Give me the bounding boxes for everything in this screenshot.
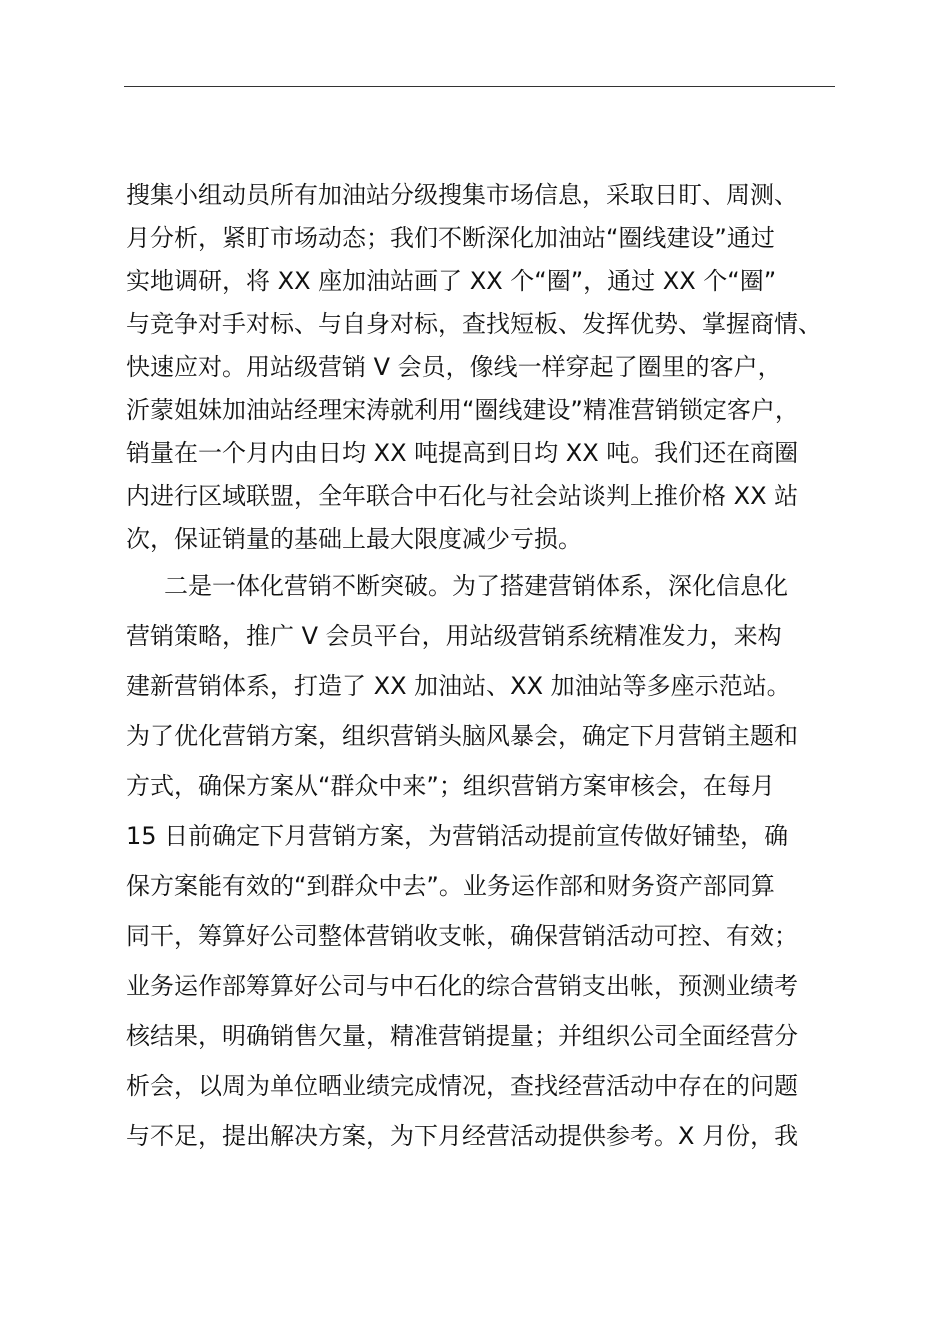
text-line: 析会，以周为单位晒业绩完成情况，查找经营活动中存在的问题 — [126, 1072, 798, 1100]
text-line: 快速应对。用站级营销 V 会员，像线一样穿起了圈里的客户， — [126, 353, 782, 381]
text-line: 与竞争对手对标、与自身对标，查找短板、发挥优势、掌握商情、 — [126, 310, 822, 338]
header-divider — [124, 86, 835, 87]
text-line: 月分析，紧盯市场动态；我们不断深化加油站“圈线建设”通过 — [126, 224, 775, 252]
text-line: 搜集小组动员所有加油站分级搜集市场信息，采取日盯、周测、 — [126, 181, 798, 209]
paragraph-2 — [126, 561, 838, 1161]
text-line: 同干，筹算好公司整体营销收支帐，确保营销活动可控、有效； — [126, 922, 798, 950]
text-line: 15 日前确定下月营销方案，为营销活动提前宣传做好铺垫，确 — [126, 822, 789, 850]
paragraph-1 — [126, 174, 838, 561]
document-body — [126, 174, 838, 1161]
text-line: 核结果，明确销售欠量，精准营销提量；并组织公司全面经营分 — [126, 1022, 798, 1050]
text-line: 沂蒙姐妹加油站经理宋涛就利用“圈线建设”精准营销锁定客户， — [126, 396, 799, 424]
text-line: 次，保证销量的基础上最大限度减少亏损。 — [126, 525, 582, 553]
text-line: 内进行区域联盟，全年联合中石化与社会站谈判上推价格 XX 站 — [126, 482, 799, 510]
text-line: 销量在一个月内由日均 XX 吨提高到日均 XX 吨。我们还在商圈 — [126, 439, 799, 467]
text-line: 为了优化营销方案，组织营销头脑风暴会，确定下月营销主题和 — [126, 722, 798, 750]
text-line: 方式，确保方案从“群众中来”；组织营销方案审核会，在每月 — [126, 772, 775, 800]
text-line: 实地调研，将 XX 座加油站画了 XX 个“圈”，通过 XX 个“圈” — [126, 267, 777, 295]
text-line: 营销策略，推广 V 会员平台，用站级营销系统精准发力，来构 — [126, 622, 782, 650]
text-line: 建新营销体系，打造了 XX 加油站、XX 加油站等多座示范站。 — [126, 672, 791, 700]
text-line: 保方案能有效的“到群众中去”。业务运作部和财务资产部同算 — [126, 872, 775, 900]
text-line: 业务运作部筹算好公司与中石化的综合营销支出帐，预测业绩考 — [126, 972, 798, 1000]
text-line: 与不足，提出解决方案，为下月经营活动提供参考。X 月份，我 — [126, 1122, 799, 1150]
text-line: 二是一体化营销不断突破。为了搭建营销体系，深化信息化 — [164, 572, 788, 600]
